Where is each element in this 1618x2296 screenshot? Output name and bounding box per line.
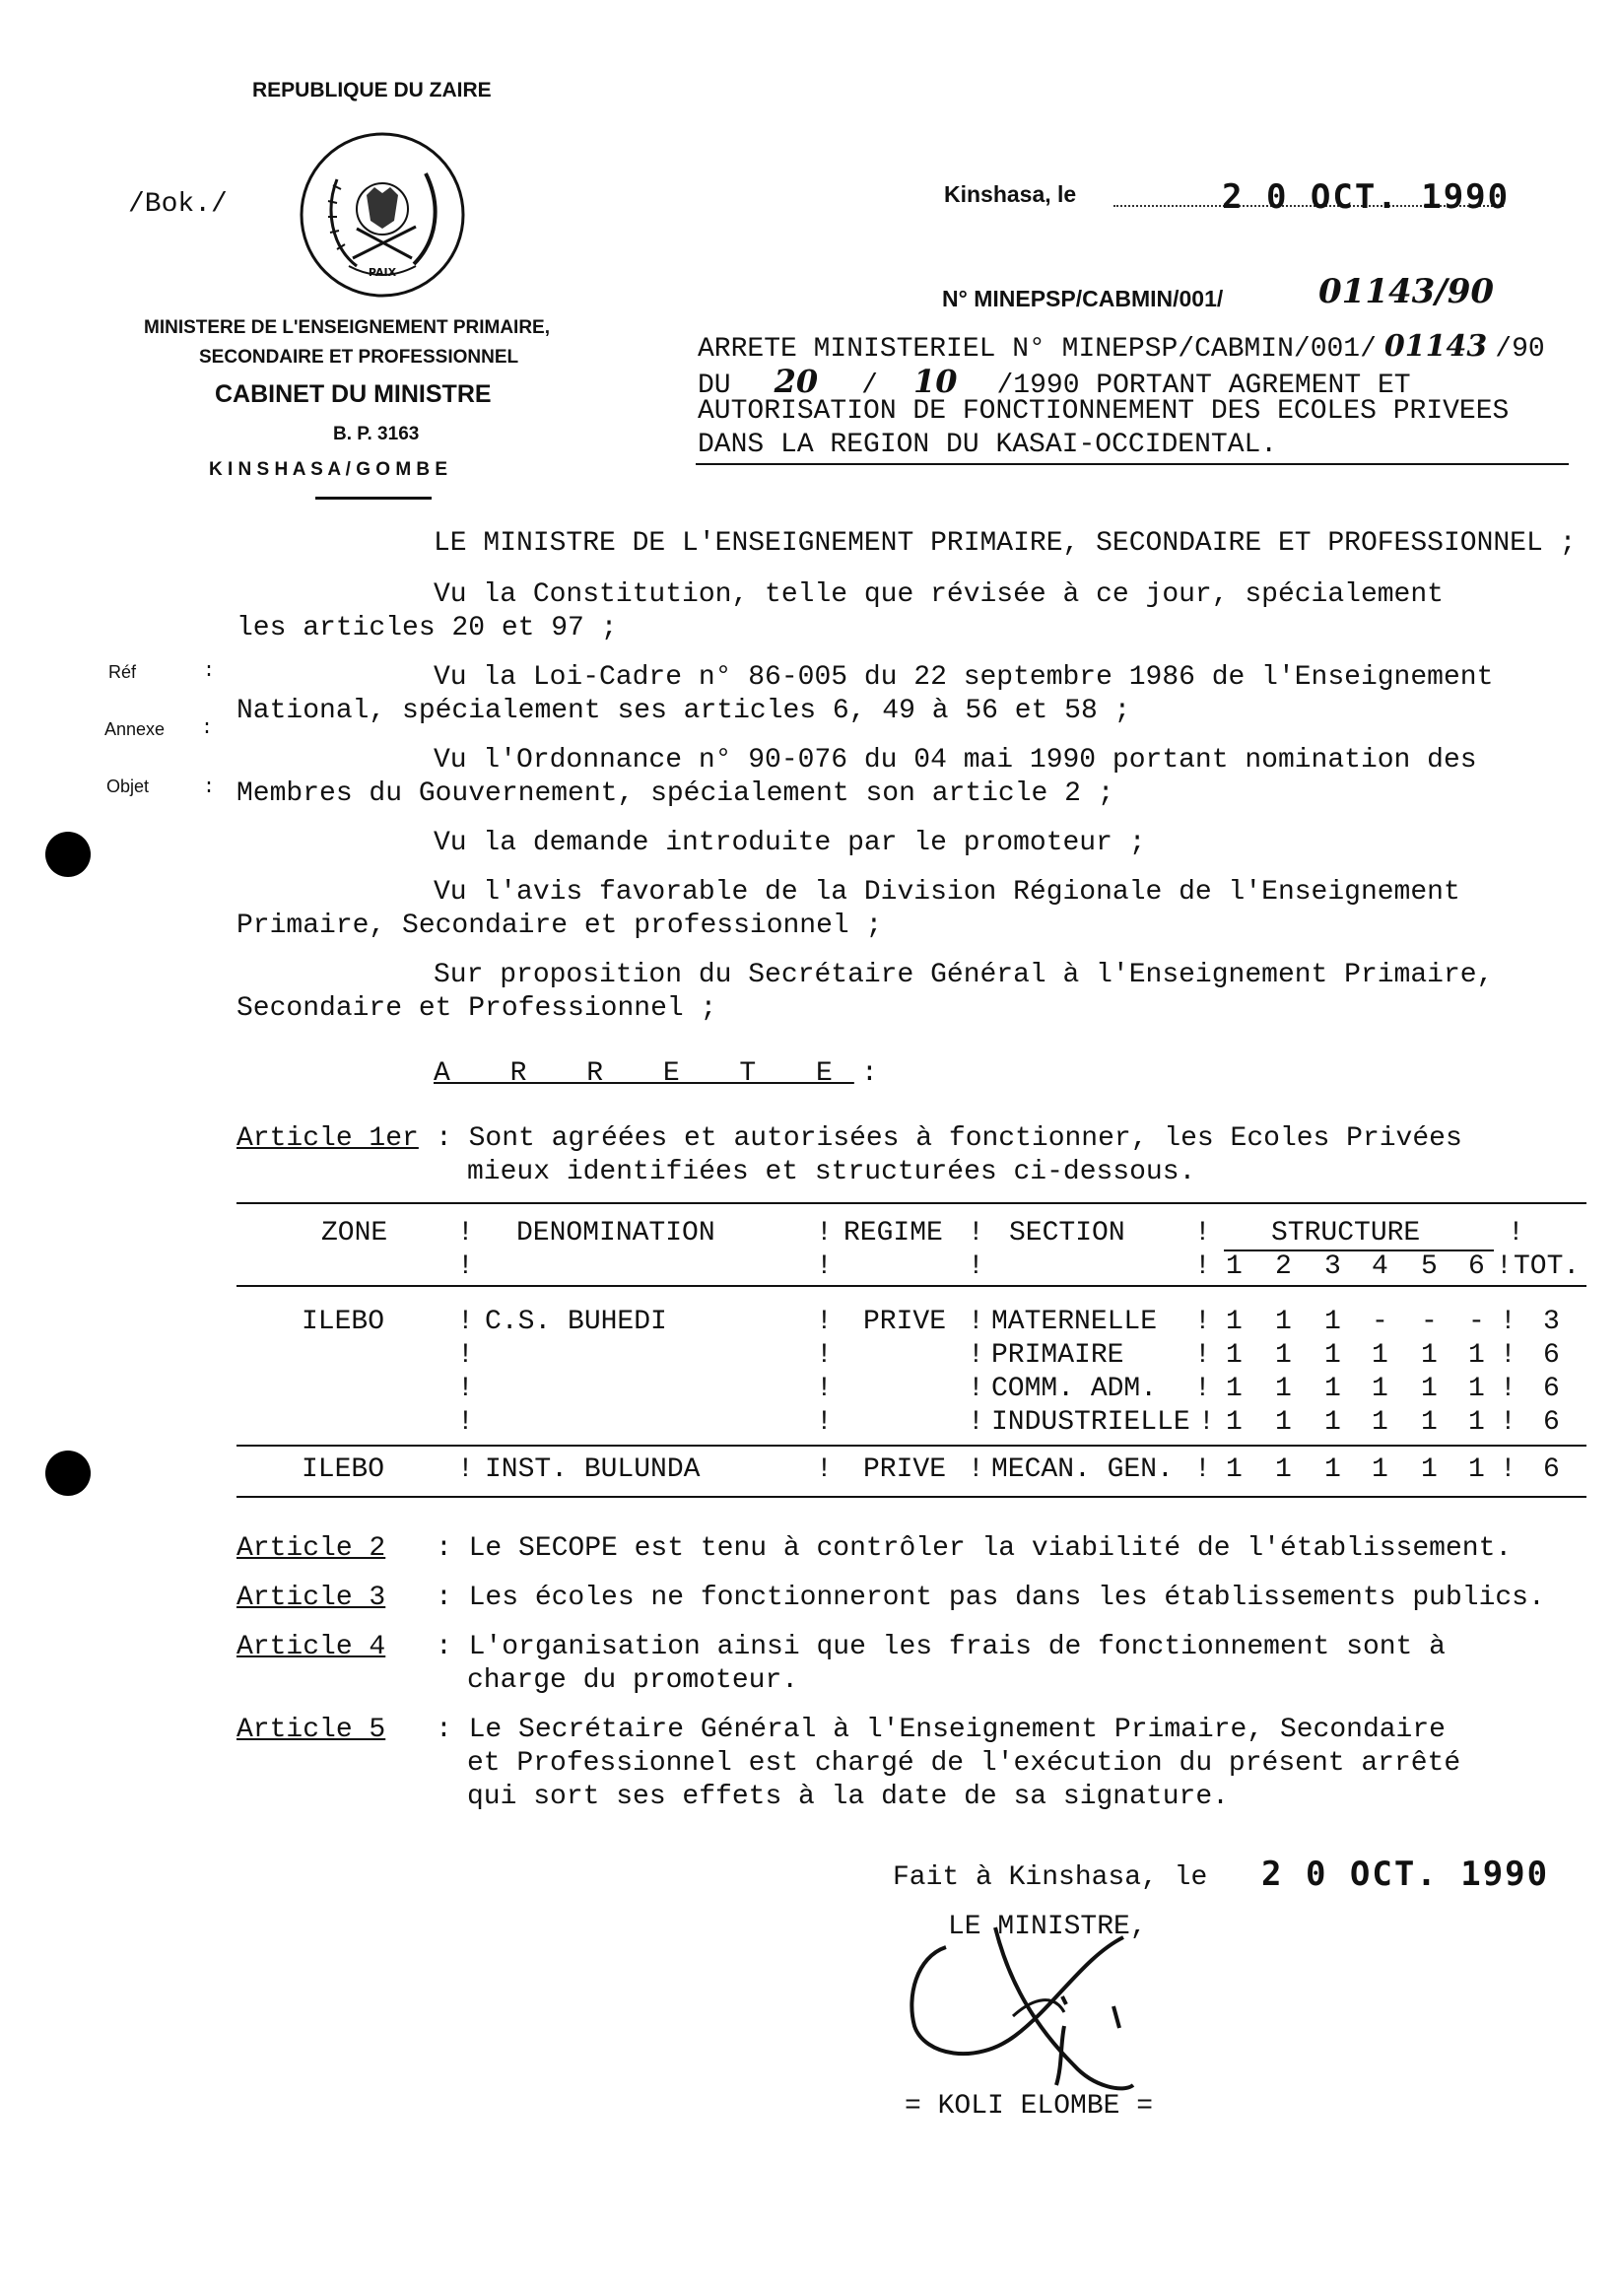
header-sep: ! bbox=[457, 1218, 474, 1249]
republic-heading: REPUBLIQUE DU ZAIRE bbox=[252, 79, 492, 101]
title-day-handwritten: 20 bbox=[774, 363, 819, 400]
annexe-label: Annexe bbox=[104, 719, 166, 739]
cell-level-6: 1 bbox=[1468, 1340, 1485, 1371]
cell-sep: ! bbox=[1194, 1307, 1211, 1337]
table-header-row bbox=[236, 1218, 1586, 1251]
cell-level-2: 1 bbox=[1275, 1454, 1292, 1485]
cell-zone: ILEBO bbox=[302, 1307, 385, 1337]
cell-level-1: 1 bbox=[1226, 1454, 1243, 1485]
subheader-sep: ! bbox=[457, 1251, 474, 1282]
article-1-text-1: : Sont agréées et autorisées à fonctionner, les Ecoles Privées bbox=[436, 1123, 1462, 1154]
ministry-line-1: MINISTERE DE L'ENSEIGNEMENT PRIMAIRE, bbox=[144, 317, 550, 338]
cell-total: 3 bbox=[1543, 1307, 1560, 1337]
article-1-text-2: mieux identifiées et structurées ci-dessous. bbox=[467, 1157, 1196, 1187]
cell-sep: ! bbox=[1194, 1340, 1211, 1371]
subheader-sep: ! bbox=[816, 1251, 833, 1282]
cell-level-2: 1 bbox=[1275, 1374, 1292, 1404]
cell-sep: ! bbox=[968, 1374, 984, 1404]
article-5-text-3: qui sort ses effets à la date de sa signature. bbox=[467, 1782, 1229, 1812]
cell-total: 6 bbox=[1543, 1454, 1560, 1485]
cell-level-2: 1 bbox=[1275, 1307, 1292, 1337]
minister-name: = KOLI ELOMBE = bbox=[905, 2091, 1154, 2122]
subheader-sep: ! bbox=[968, 1251, 984, 1282]
title-line-1-prefix: ARRETE MINISTERIEL N° MINEPSP/CABMIN/001/ bbox=[698, 334, 1377, 365]
title-underline bbox=[696, 463, 1569, 465]
vu-avis-2: Primaire, Secondaire et professionnel ; bbox=[236, 911, 883, 941]
vu-loi-cadre-2: National, spécialement ses articles 6, 49 à 56 et 58 ; bbox=[236, 696, 1131, 726]
level-header-2: 2 bbox=[1275, 1251, 1292, 1282]
cell-level-3: 1 bbox=[1324, 1407, 1341, 1438]
objet-colon: : bbox=[203, 777, 216, 799]
header-denomination: DENOMINATION bbox=[516, 1218, 715, 1249]
table-row bbox=[236, 1454, 1586, 1488]
cell-sep: ! bbox=[968, 1340, 984, 1371]
article-3-text: : Les écoles ne fonctionneront pas dans les établissements publics. bbox=[436, 1583, 1545, 1613]
subheader-sep: ! bbox=[1194, 1251, 1211, 1282]
cell-sep: ! bbox=[457, 1374, 474, 1404]
cell-level-4: 1 bbox=[1372, 1454, 1388, 1485]
header-sep: ! bbox=[1194, 1218, 1211, 1249]
vu-constitution-2: les articles 20 et 97 ; bbox=[236, 613, 618, 643]
article-2-label: Article 2 bbox=[236, 1533, 386, 1564]
cell-level-5: 1 bbox=[1421, 1374, 1438, 1404]
cell-sep: ! bbox=[1500, 1454, 1517, 1485]
article-1-label: Article 1er bbox=[236, 1123, 419, 1154]
cell-denomination: INST. BULUNDA bbox=[485, 1454, 701, 1485]
cell-sep: ! bbox=[1198, 1407, 1215, 1438]
cell-level-5: 1 bbox=[1421, 1454, 1438, 1485]
article-4-text-1: : L'organisation ainsi que les frais de fonctionnement sont à bbox=[436, 1632, 1446, 1662]
table-subheader-row bbox=[236, 1251, 1586, 1285]
cell-level-4: 1 bbox=[1372, 1407, 1388, 1438]
cell-level-6: 1 bbox=[1468, 1374, 1485, 1404]
title-month-handwritten: 10 bbox=[912, 363, 958, 400]
header-section: SECTION bbox=[1009, 1218, 1125, 1249]
cell-sep: ! bbox=[1194, 1374, 1211, 1404]
cell-level-4: 1 bbox=[1372, 1374, 1388, 1404]
header-rule bbox=[236, 1285, 1586, 1287]
cell-section: COMM. ADM. bbox=[991, 1374, 1158, 1404]
title-line-1-suffix: /90 bbox=[1495, 334, 1545, 365]
cell-sep: ! bbox=[1500, 1374, 1517, 1404]
title-line-2-prefix: DU bbox=[698, 371, 731, 401]
level-header-1: 1 bbox=[1226, 1251, 1243, 1282]
cell-sep: ! bbox=[457, 1407, 474, 1438]
cell-level-3: 1 bbox=[1324, 1454, 1341, 1485]
city-line: K I N S H A S A / G O M B E bbox=[209, 459, 448, 480]
ref-colon: : bbox=[203, 660, 216, 683]
objet-label: Objet bbox=[106, 777, 150, 796]
cell-level-6: - bbox=[1468, 1307, 1485, 1337]
cell-level-1: 1 bbox=[1226, 1340, 1243, 1371]
arrete-heading: A R R E T E bbox=[434, 1058, 854, 1089]
article-2-text: : Le SECOPE est tenu à contrôler la viabilité de l'établissement. bbox=[436, 1533, 1513, 1564]
sur-proposition-1: Sur proposition du Secrétaire Général à l'Enseignement Primaire, bbox=[434, 960, 1494, 990]
minister-title: LE MINISTRE, bbox=[948, 1912, 1147, 1942]
header-regime: REGIME bbox=[843, 1218, 943, 1249]
minister-line: LE MINISTRE DE L'ENSEIGNEMENT PRIMAIRE, SECONDAIRE ET PROFESSIONNEL ; bbox=[434, 528, 1577, 559]
subheader-sep: ! bbox=[1496, 1251, 1513, 1282]
table-top-rule bbox=[236, 1202, 1586, 1204]
sur-proposition-2: Secondaire et Professionnel ; bbox=[236, 993, 717, 1024]
cell-level-5: 1 bbox=[1421, 1407, 1438, 1438]
cell-total: 6 bbox=[1543, 1340, 1560, 1371]
article-5-label: Article 5 bbox=[236, 1715, 386, 1745]
article-4-text-2: charge du promoteur. bbox=[467, 1665, 799, 1696]
table-row bbox=[236, 1307, 1586, 1340]
vu-demande: Vu la demande introduite par le promoteur ; bbox=[434, 828, 1146, 858]
reference-code: /Bok./ bbox=[128, 189, 228, 220]
title-line-2-suffix: /1990 PORTANT AGREMENT ET bbox=[996, 371, 1411, 401]
cell-sep: ! bbox=[1500, 1340, 1517, 1371]
place-label: Kinshasa, le bbox=[944, 181, 1077, 207]
minister-signature bbox=[887, 1918, 1222, 2105]
cell-level-3: 1 bbox=[1324, 1340, 1341, 1371]
cell-level-4: - bbox=[1372, 1307, 1388, 1337]
cell-level-5: 1 bbox=[1421, 1340, 1438, 1371]
arrete-colon: : bbox=[861, 1058, 878, 1089]
cell-level-2: 1 bbox=[1275, 1340, 1292, 1371]
vu-ordonnance-1: Vu l'Ordonnance n° 90-076 du 04 mai 1990 portant nomination des bbox=[434, 745, 1477, 776]
article-5-text-2: et Professionnel est chargé de l'exécution du présent arrêté bbox=[467, 1748, 1461, 1779]
title-line-4: DANS LA REGION DU KASAI-OCCIDENTAL. bbox=[698, 430, 1278, 460]
header-zone: ZONE bbox=[321, 1218, 388, 1249]
cell-level-6: 1 bbox=[1468, 1407, 1485, 1438]
cell-sep: ! bbox=[816, 1407, 833, 1438]
cell-level-2: 1 bbox=[1275, 1407, 1292, 1438]
cell-total: 6 bbox=[1543, 1374, 1560, 1404]
cell-sep: ! bbox=[968, 1407, 984, 1438]
closing-date-stamp: 2 0 OCT. 1990 bbox=[1261, 1855, 1550, 1894]
punch-hole-lower bbox=[45, 1451, 91, 1496]
title-line-1 bbox=[698, 329, 1545, 365]
header-total: TOT. bbox=[1514, 1251, 1581, 1282]
cell-level-6: 1 bbox=[1468, 1454, 1485, 1485]
emblem-motto: PAIX bbox=[368, 266, 397, 279]
cell-sep: ! bbox=[1500, 1307, 1517, 1337]
title-line-3: AUTORISATION DE FONCTIONNEMENT DES ECOLES PRIVEES bbox=[698, 396, 1510, 427]
ministry-line-2: SECONDAIRE ET PROFESSIONNEL bbox=[199, 347, 519, 368]
level-header-3: 3 bbox=[1324, 1251, 1341, 1282]
vu-loi-cadre-1: Vu la Loi-Cadre n° 86-005 du 22 septembre 1986 de l'Enseignement bbox=[434, 662, 1494, 693]
cell-section: MECAN. GEN. bbox=[991, 1454, 1174, 1485]
table-bottom-rule bbox=[236, 1496, 1586, 1498]
cell-sep: ! bbox=[457, 1307, 474, 1337]
title-date-separator: / bbox=[861, 371, 878, 401]
cell-zone: ILEBO bbox=[302, 1454, 385, 1485]
cell-section: PRIMAIRE bbox=[991, 1340, 1124, 1371]
postal-box: B. P. 3163 bbox=[333, 424, 420, 444]
level-header-4: 4 bbox=[1372, 1251, 1388, 1282]
table-row bbox=[236, 1374, 1586, 1407]
vu-constitution-1: Vu la Constitution, telle que révisée à ce jour, spécialement bbox=[434, 579, 1444, 610]
cell-sep: ! bbox=[1500, 1407, 1517, 1438]
cell-level-1: 1 bbox=[1226, 1307, 1243, 1337]
cell-level-5: - bbox=[1421, 1307, 1438, 1337]
fait-a-kinshasa: Fait à Kinshasa, le bbox=[893, 1862, 1208, 1893]
cell-section: MATERNELLE bbox=[991, 1307, 1158, 1337]
vu-avis-1: Vu l'avis favorable de la Division Régionale de l'Enseignement bbox=[434, 877, 1460, 908]
article-3-label: Article 3 bbox=[236, 1583, 386, 1613]
header-sep: ! bbox=[968, 1218, 984, 1249]
annexe-colon: : bbox=[201, 717, 214, 740]
republic-emblem bbox=[298, 130, 467, 300]
cell-denomination: C.S. BUHEDI bbox=[485, 1307, 667, 1337]
vu-ordonnance-2: Membres du Gouvernement, spécialement son article 2 ; bbox=[236, 778, 1114, 809]
table-row bbox=[236, 1407, 1586, 1441]
cell-level-3: 1 bbox=[1324, 1307, 1341, 1337]
table-row bbox=[236, 1340, 1586, 1374]
article-4-label: Article 4 bbox=[236, 1632, 386, 1662]
cell-level-3: 1 bbox=[1324, 1374, 1341, 1404]
place-date-stamp: 2 0 OCT. 1990 bbox=[1222, 177, 1511, 217]
cell-sep: ! bbox=[1194, 1454, 1211, 1485]
cell-sep: ! bbox=[816, 1307, 833, 1337]
row-group-rule bbox=[236, 1445, 1586, 1447]
cell-total: 6 bbox=[1543, 1407, 1560, 1438]
cabinet-heading: CABINET DU MINISTRE bbox=[215, 380, 492, 408]
title-number-handwritten: 01143 bbox=[1383, 329, 1488, 364]
cell-sep: ! bbox=[457, 1454, 474, 1485]
cell-sep: ! bbox=[816, 1454, 833, 1485]
cell-level-4: 1 bbox=[1372, 1340, 1388, 1371]
punch-hole-upper bbox=[45, 832, 91, 877]
cell-sep: ! bbox=[968, 1454, 984, 1485]
cell-section: INDUSTRIELLE bbox=[991, 1407, 1190, 1438]
cell-level-1: 1 bbox=[1226, 1374, 1243, 1404]
level-header-5: 5 bbox=[1421, 1251, 1438, 1282]
level-header-6: 6 bbox=[1468, 1251, 1485, 1282]
header-sep: ! bbox=[816, 1218, 833, 1249]
cell-sep: ! bbox=[457, 1340, 474, 1371]
city-underline bbox=[315, 497, 432, 500]
cell-sep: ! bbox=[816, 1340, 833, 1371]
article-5-text-1: : Le Secrétaire Général à l'Enseignement Primaire, Secondaire bbox=[436, 1715, 1446, 1745]
header-structure: STRUCTURE bbox=[1271, 1218, 1421, 1249]
cell-level-1: 1 bbox=[1226, 1407, 1243, 1438]
cell-regime: PRIVE bbox=[863, 1454, 947, 1485]
ref-label: Réf bbox=[108, 662, 137, 682]
header-sep: ! bbox=[1508, 1218, 1524, 1249]
reference-number-label: N° MINEPSP/CABMIN/001/ bbox=[942, 286, 1224, 311]
cell-regime: PRIVE bbox=[863, 1307, 947, 1337]
cell-sep: ! bbox=[968, 1307, 984, 1337]
reference-number-handwritten: 01143/90 bbox=[1318, 272, 1495, 311]
cell-sep: ! bbox=[816, 1374, 833, 1404]
